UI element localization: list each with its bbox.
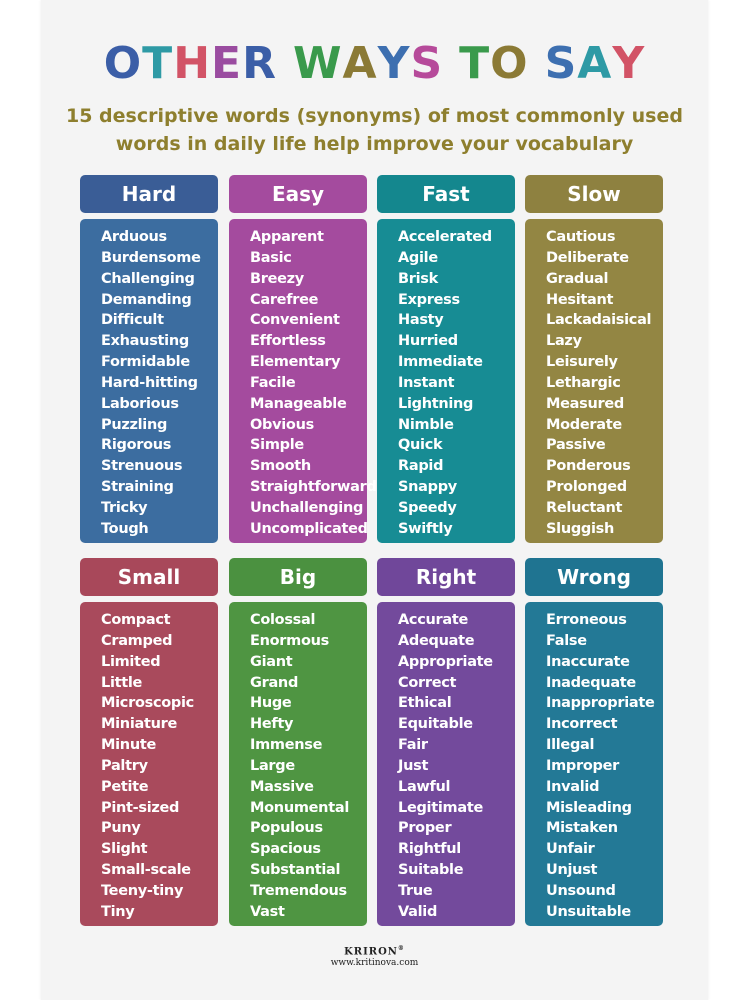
list-item: Elementary: [250, 354, 341, 371]
list-item: Obvious: [250, 416, 314, 433]
title-letter: Y: [377, 38, 411, 89]
list-item: Invalid: [546, 778, 600, 795]
card-heading: Wrong: [525, 558, 663, 596]
list-item: Incorrect: [546, 716, 618, 733]
list-item: Challenging: [101, 270, 195, 287]
list-item: Leisurely: [546, 354, 618, 371]
list-item: Illegal: [546, 737, 595, 754]
list-item: Vast: [250, 903, 285, 920]
list-item: Express: [398, 291, 460, 308]
list-item: Miniature: [101, 716, 178, 733]
list-item: Passive: [546, 437, 606, 454]
list-item: Immediate: [398, 354, 483, 371]
list-item: Agile: [398, 249, 438, 266]
list-item: Nimble: [398, 416, 454, 433]
list-item: Hurried: [398, 333, 458, 350]
list-item: Straightforward: [250, 479, 377, 496]
card-word-list: [525, 602, 663, 926]
subtitle-line-1: 15 descriptive words (synonyms) of most commonly used: [66, 105, 683, 127]
list-item: Hasty: [398, 312, 444, 329]
list-item: Laborious: [101, 395, 179, 412]
card-heading: Slow: [525, 175, 663, 213]
list-item: Just: [398, 757, 429, 774]
list-item: Grand: [250, 674, 299, 691]
list-item: Lawful: [398, 778, 451, 795]
list-item: Hesitant: [546, 291, 614, 308]
card-word-list: [229, 602, 367, 926]
list-item: Accurate: [398, 612, 469, 628]
list-item: Carefree: [250, 291, 319, 308]
list-item: Facile: [250, 374, 296, 391]
list-item: Massive: [250, 778, 314, 795]
list-item: Apparent: [250, 229, 324, 245]
list-item: Minute: [101, 737, 157, 754]
list-item: Strenuous: [101, 458, 183, 475]
title-letter: W: [292, 38, 343, 89]
list-item: Tricky: [101, 499, 148, 516]
card-word-list: [80, 602, 218, 926]
list-item: Correct: [398, 674, 457, 691]
list-item: Hard-hitting: [101, 374, 198, 391]
list-item: Brisk: [398, 270, 438, 287]
card-heading: Right: [377, 558, 515, 596]
list-item: False: [546, 632, 587, 649]
card-small: [80, 558, 218, 926]
list-item: Small-scale: [101, 862, 191, 879]
list-item: Suitable: [398, 862, 464, 879]
list-item: Ponderous: [546, 458, 631, 475]
title-letter: R: [242, 38, 277, 89]
list-item: Demanding: [101, 291, 192, 308]
list-item: Lackadaisical: [546, 312, 652, 329]
card-big: [229, 558, 367, 926]
list-item: Substantial: [250, 862, 341, 879]
title-letter: A: [342, 38, 378, 89]
list-item: Difficult: [101, 312, 164, 329]
list-item: Teeny-tiny: [101, 882, 184, 899]
list-item: Tremendous: [250, 882, 347, 899]
trademark-symbol: ®: [397, 945, 405, 952]
list-item: Lightning: [398, 395, 474, 412]
list-item: Unsuitable: [546, 903, 631, 920]
list-item: Inadequate: [546, 674, 636, 691]
list-item: Puny: [101, 820, 141, 837]
list-item: Pint-sized: [101, 799, 180, 816]
page-title: [41, 38, 708, 89]
list-item: Colossal: [250, 612, 316, 628]
list-item: Cautious: [546, 229, 616, 245]
card-easy: [229, 175, 377, 543]
list-item: Lethargic: [546, 374, 621, 391]
list-item: Microscopic: [101, 695, 194, 712]
list-item: Giant: [250, 653, 293, 670]
card-word-list: [525, 219, 663, 543]
list-item: Tough: [101, 520, 149, 537]
list-item: Effortless: [250, 333, 326, 350]
list-item: Spacious: [250, 841, 321, 858]
title-letter: T: [459, 38, 491, 89]
list-item: Lazy: [546, 333, 582, 350]
list-item: Monumental: [250, 799, 349, 816]
list-item: Unjust: [546, 862, 598, 879]
list-item: Gradual: [546, 270, 609, 287]
list-item: Cramped: [101, 632, 173, 649]
card-word-list: [229, 219, 377, 543]
list-item: Sluggish: [546, 520, 615, 537]
list-item: Large: [250, 757, 295, 774]
subtitle-line-2: words in daily life help improve your vocabulary: [115, 133, 634, 155]
title-letter: S: [544, 38, 578, 89]
list-item: Breezy: [250, 270, 304, 287]
list-item: Puzzling: [101, 416, 168, 433]
card-slow: [525, 175, 663, 543]
list-item: Rapid: [398, 458, 444, 475]
list-item: Compact: [101, 612, 171, 628]
brand-logo: [41, 945, 708, 957]
list-item: Inaccurate: [546, 653, 630, 670]
card-heading: Easy: [229, 175, 367, 213]
list-item: Little: [101, 674, 143, 691]
card-heading: Big: [229, 558, 367, 596]
list-item: Quick: [398, 437, 443, 454]
list-item: Formidable: [101, 354, 190, 371]
brand-name: KRIRON: [344, 946, 398, 958]
list-item: Mistaken: [546, 820, 618, 837]
list-item: Uncomplicated: [250, 520, 368, 537]
list-item: Immense: [250, 737, 323, 754]
title-letter: O: [103, 38, 143, 89]
list-item: Slight: [101, 841, 148, 858]
list-item: Proper: [398, 820, 452, 837]
card-wrong: [525, 558, 663, 926]
list-item: Moderate: [546, 416, 622, 433]
list-item: Paltry: [101, 757, 148, 774]
list-item: Simple: [250, 437, 304, 454]
list-item: Valid: [398, 903, 438, 920]
subtitle: [61, 102, 688, 158]
card-fast: [377, 175, 515, 543]
list-item: Manageable: [250, 395, 347, 412]
list-item: Populous: [250, 820, 323, 837]
title-letter: O: [490, 38, 529, 89]
list-item: Measured: [546, 395, 624, 412]
list-item: Legitimate: [398, 799, 483, 816]
list-item: Unfair: [546, 841, 595, 858]
card-heading: Fast: [377, 175, 515, 213]
list-item: Equitable: [398, 716, 473, 733]
website-url: www.kritinova.com: [330, 958, 419, 968]
list-item: Rightful: [398, 841, 461, 858]
list-item: Reluctant: [546, 499, 623, 516]
title-letter: A: [577, 38, 613, 89]
list-item: Basic: [250, 249, 292, 266]
list-item: Convenient: [250, 312, 340, 329]
list-item: Petite: [101, 778, 149, 795]
list-item: Fair: [398, 737, 428, 754]
list-item: Unchallenging: [250, 499, 364, 516]
list-item: Rigorous: [101, 437, 172, 454]
card-heading: Hard: [80, 175, 218, 213]
list-item: Instant: [398, 374, 455, 391]
list-item: Swiftly: [398, 520, 453, 537]
list-item: Prolonged: [546, 479, 627, 496]
list-item: Straining: [101, 479, 174, 496]
poster: [41, 0, 708, 1000]
list-item: Snappy: [398, 479, 457, 496]
list-item: Huge: [250, 695, 292, 712]
title-letter: H: [173, 38, 212, 89]
list-item: Unsound: [546, 882, 616, 899]
card-hard: [80, 175, 218, 543]
list-item: Appropriate: [398, 653, 493, 670]
card-word-list: [80, 219, 218, 543]
list-item: Smooth: [250, 458, 311, 475]
list-item: Accelerated: [398, 229, 492, 245]
list-item: Misleading: [546, 799, 632, 816]
list-item: Burdensome: [101, 249, 201, 266]
list-item: Ethical: [398, 695, 452, 712]
list-item: Arduous: [101, 229, 167, 245]
title-letter: T: [142, 38, 174, 89]
card-word-list: [377, 219, 515, 543]
list-item: Deliberate: [546, 249, 629, 266]
list-item: Speedy: [398, 499, 457, 516]
title-letter: E: [211, 38, 243, 89]
list-item: True: [398, 882, 433, 899]
list-item: Tiny: [101, 903, 135, 920]
list-item: Enormous: [250, 632, 329, 649]
card-heading: Small: [80, 558, 218, 596]
card-right: [377, 558, 515, 926]
list-item: Inappropriate: [546, 695, 655, 712]
list-item: Hefty: [250, 716, 294, 733]
card-word-list: [377, 602, 515, 926]
title-letter: Y: [612, 38, 646, 89]
list-item: Improper: [546, 757, 619, 774]
list-item: Exhausting: [101, 333, 189, 350]
title-letter: S: [410, 38, 444, 89]
list-item: Limited: [101, 653, 161, 670]
list-item: Erroneous: [546, 612, 627, 628]
list-item: Adequate: [398, 632, 475, 649]
